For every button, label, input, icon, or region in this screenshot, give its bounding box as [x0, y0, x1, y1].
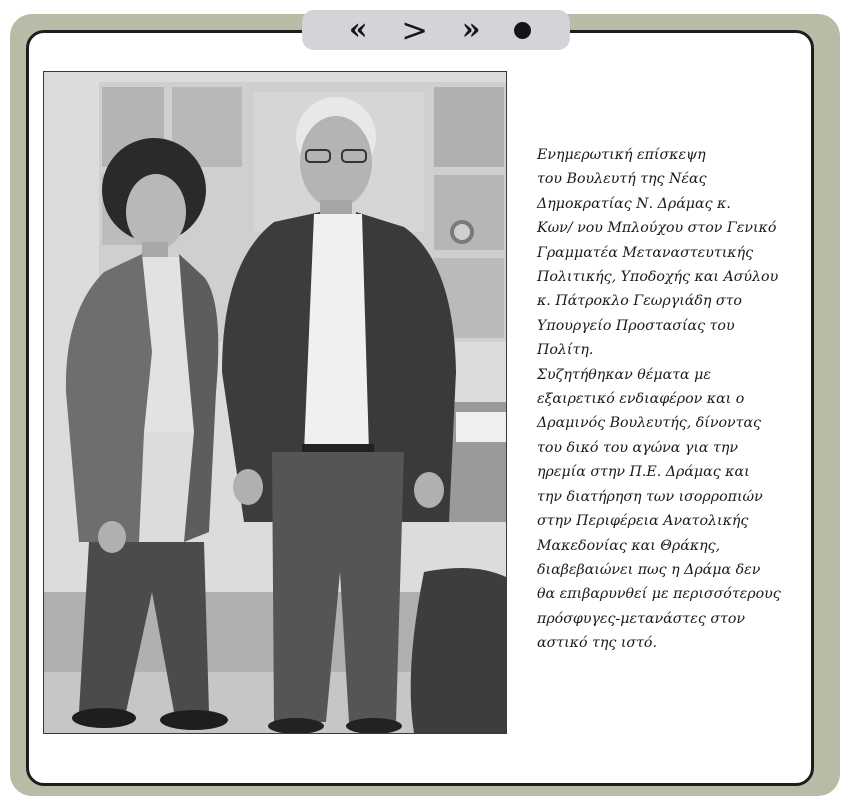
caption-line: Κων/ νου Μπλούχου στον Γενικό [537, 220, 777, 237]
caption-line: πρόσφυγες-μετανάστες στον [537, 610, 746, 627]
caption-line: αστικό της ιστό. [537, 635, 657, 652]
caption-line: εξαιρετικό ενδιαφέρον και ο [537, 391, 745, 408]
caption-line: κ. Πάτροκλο Γεωργιάδη στο [537, 293, 742, 310]
caption-line: Συζητήθηκαν θέματα με [537, 366, 711, 383]
caption-line: Δημοκρατίας Ν. Δράμας κ. [537, 195, 731, 212]
first-page-button[interactable]: « [348, 12, 368, 47]
caption-line: Υπουργείο Προστασίας του [537, 317, 735, 334]
next-page-button[interactable]: > [401, 11, 429, 49]
caption-line: Μακεδονίας και Θράκης, [537, 537, 721, 554]
caption-line: διαβεβαιώνει πως η Δράμα δεν [537, 561, 761, 578]
caption-line: Πολίτη. [537, 342, 594, 359]
caption-line: την διατήρηση των ισορροπιών [537, 488, 763, 505]
last-page-button[interactable]: » [461, 12, 481, 47]
caption-line: Πολιτικής, Υποδοχής και Ασύλου [537, 269, 779, 286]
caption-line: θα επιβαρυνθεί με περισσότερους [537, 586, 781, 603]
article-caption [537, 143, 805, 656]
page-navigation [302, 10, 570, 50]
home-dot-icon[interactable] [514, 22, 531, 39]
caption-line: του Βουλευτή της Νέας [537, 171, 707, 188]
caption-line: στην Περιφέρεια Ανατολικής [537, 513, 749, 530]
photo-illustration [44, 72, 506, 733]
caption-line: Δραμινός Βουλευτής, δίνοντας [537, 415, 761, 432]
caption-line: ηρεμία στην Π.Ε. Δράμας και [537, 464, 750, 481]
caption-line: του δικό του αγώνα για την [537, 439, 738, 456]
caption-line: Γραμματέα Μεταναστευτικής [537, 244, 754, 261]
article-photo [43, 71, 507, 734]
caption-line: Ενημερωτική επίσκεψη [537, 147, 706, 163]
